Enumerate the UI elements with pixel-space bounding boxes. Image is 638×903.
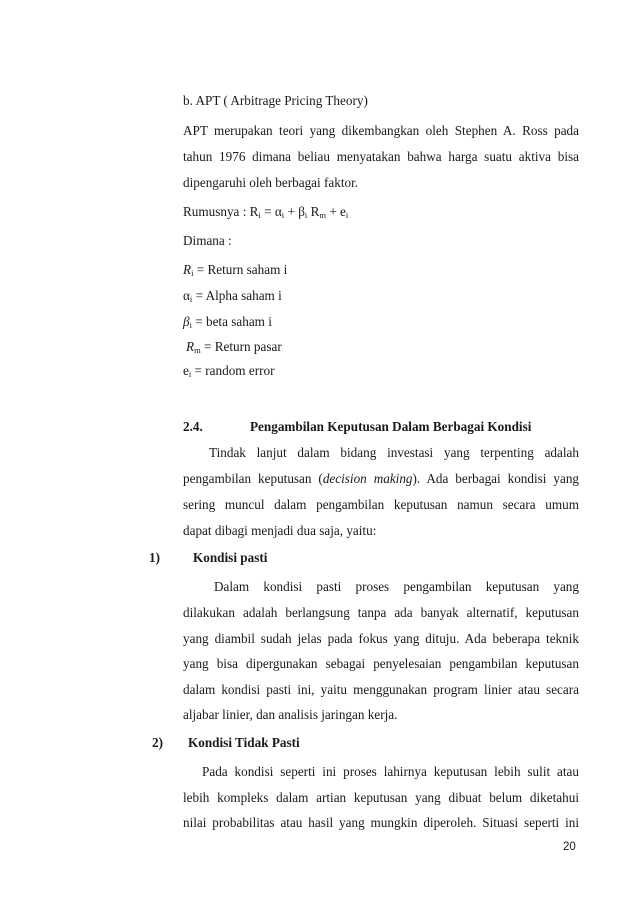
apt-formula: Rumusnya : $R_i = \alpha_i + \beta_i$ $R_m + e_i$ [183,204,349,220]
apt-paragraph-line: dipengaruhi oleh berbagai faktor. [183,175,359,190]
item1-line: aljabar linier, dan analisis jaringan kerja. [183,707,398,722]
apt-paragraph-line: tahun 1976 dimana beliau menyatakan bahwa harga suatu aktiva bisa [183,149,579,164]
section-title: Pengambilan Keputusan Dalam Berbagai Kondisi [250,419,532,434]
item2-line: Pada kondisi seperti ini proses lahirnya keputusan lebih sulit atau [202,764,579,779]
item2-number: 2) [152,735,163,750]
page-number: 20 [563,841,576,853]
item2-line: nilai probabilitas atau hasil yang mungkin diperoleh. Situasi seperti ini [183,815,579,830]
item1-title: Kondisi pasti [193,550,268,565]
section-number: 2.4. [183,419,203,434]
section-paragraph-line: Tindak lanjut dalam bidang investasi yang terpenting adalah [209,445,579,460]
definition-random-error: $e_i$ = random error [183,363,275,379]
section-paragraph-line: sering muncul dalam pengambilan keputusan namun secara umum [183,497,579,512]
item1-line: dilakukan adalah berlangsung tanpa ada banyak alternatif, keputusan [183,605,579,620]
definition-alpha: $\alpha_i$ = Alpha saham i [183,288,282,304]
item1-line: yang bisa dipergunakan sebagai penyelesaian pengambilan keputusan [183,656,579,671]
section-paragraph-line: pengambilan keputusan (decision making). Ada berbagai kondisi yang [183,471,580,486]
item1-line: yang diambil sudah jelas pada fokus yang dituju. Ada beberapa teknik [183,631,579,646]
section-paragraph-line: dapat dibagi menjadi dua saja, yaitu: [183,523,377,538]
definition-return-saham: $R_i$ = Return saham i [183,262,288,278]
item1-line: Dalam kondisi pasti proses pengambilan keputusan yang [214,579,579,594]
definition-beta: $\beta_i$ = beta saham i [183,314,272,330]
item1-line: dalam kondisi pasti ini, yaitu menggunakan program linier atau secara [183,682,579,697]
apt-paragraph-line: APT merupakan teori yang dikembangkan oleh Stephen A. Ross pada [183,123,579,138]
item1-number: 1) [149,550,160,565]
item2-line: lebih kompleks dalam artian keputusan yang dibuat belum diketahui [183,790,579,805]
apt-heading: b. APT ( Arbitrage Pricing Theory) [183,93,368,108]
definition-return-pasar: $R_m$ = Return pasar [186,339,282,355]
dimana-label: Dimana : [183,233,232,248]
item2-title: Kondisi Tidak Pasti [188,735,300,750]
